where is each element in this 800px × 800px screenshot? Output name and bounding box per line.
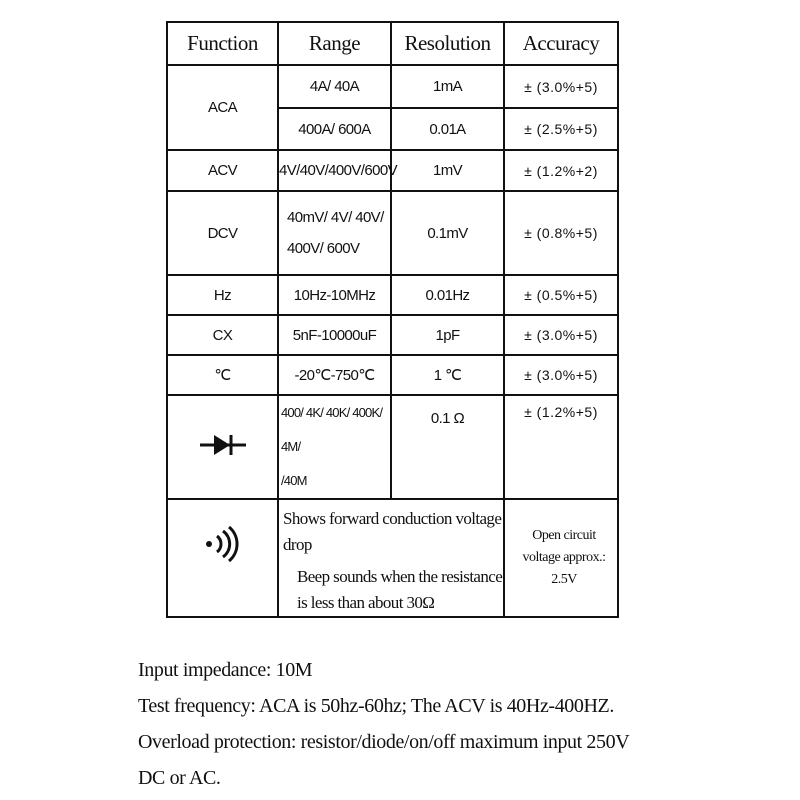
resolution-temp: 1 ℃ bbox=[391, 355, 504, 395]
header-row bbox=[167, 22, 618, 65]
continuity-line2: Beep sounds when the resistance bbox=[297, 567, 503, 586]
range-dcv bbox=[278, 191, 391, 275]
accuracy-dcv: ± (0.8%+5) bbox=[504, 191, 618, 275]
table-row bbox=[167, 191, 618, 275]
resolution-aca-2: 0.01A bbox=[391, 108, 504, 150]
function-cx: CX bbox=[167, 315, 278, 355]
continuity-line1: Shows forward conduction voltage drop bbox=[283, 509, 502, 554]
accuracy-resistance: ± (1.2%+5) bbox=[504, 395, 618, 499]
header-function: Function bbox=[167, 22, 278, 65]
range-temp: -20℃-750℃ bbox=[278, 355, 391, 395]
range-acv: 4V/40V/400V/600V bbox=[278, 150, 391, 191]
range-dcv-line1: 40mV/ 4V/ 40V/ bbox=[287, 209, 384, 226]
header-range: Range bbox=[278, 22, 391, 65]
spec-table bbox=[166, 21, 619, 618]
function-continuity bbox=[167, 499, 278, 617]
note-test-frequency: Test frequency: ACA is 50hz-60hz; The ACV is 40Hz-400HZ. bbox=[138, 695, 614, 717]
range-resistance-line1: 400/ 4K/ 40K/ 400K/ 4M/ bbox=[281, 405, 383, 454]
continuity-note bbox=[504, 499, 618, 617]
range-resistance bbox=[278, 395, 391, 499]
continuity-note-line2: voltage approx.: 2.5V bbox=[522, 550, 606, 587]
accuracy-aca-1: ± (3.0%+5) bbox=[504, 65, 618, 108]
table-row bbox=[167, 499, 618, 617]
note-overload-protection-cont: DC or AC. bbox=[138, 767, 221, 789]
resolution-aca-1: 1mA bbox=[391, 65, 504, 108]
accuracy-temp: ± (3.0%+5) bbox=[504, 355, 618, 395]
continuity-note-line1: Open circuit bbox=[532, 528, 596, 543]
table-row bbox=[167, 65, 618, 108]
function-resistance bbox=[167, 395, 278, 499]
function-aca: ACA bbox=[167, 65, 278, 150]
accuracy-acv: ± (1.2%+2) bbox=[504, 150, 618, 191]
diode-icon bbox=[198, 432, 248, 458]
function-hz: Hz bbox=[167, 275, 278, 315]
function-dcv: DCV bbox=[167, 191, 278, 275]
range-resistance-line2: /40M bbox=[281, 473, 307, 488]
range-aca-1: 4A/ 40A bbox=[278, 65, 391, 108]
resolution-resistance: 0.1 Ω bbox=[391, 395, 504, 499]
header-accuracy: Accuracy bbox=[504, 22, 618, 65]
table-row bbox=[167, 150, 618, 191]
accuracy-cx: ± (3.0%+5) bbox=[504, 315, 618, 355]
table-row bbox=[167, 275, 618, 315]
resolution-cx: 1pF bbox=[391, 315, 504, 355]
sound-waves-icon bbox=[203, 526, 243, 562]
function-acv: ACV bbox=[167, 150, 278, 191]
spec-notes bbox=[138, 652, 778, 796]
resolution-hz: 0.01Hz bbox=[391, 275, 504, 315]
table-row bbox=[167, 355, 618, 395]
header-resolution: Resolution bbox=[391, 22, 504, 65]
resolution-dcv: 0.1mV bbox=[391, 191, 504, 275]
range-hz: 10Hz-10MHz bbox=[278, 275, 391, 315]
note-overload-protection: Overload protection: resistor/diode/on/off maximum input 250V bbox=[138, 731, 630, 753]
table-row bbox=[167, 395, 618, 499]
continuity-description bbox=[278, 499, 504, 617]
range-aca-2: 400A/ 600A bbox=[278, 108, 391, 150]
range-dcv-line2: 400V/ 600V bbox=[287, 240, 360, 257]
function-temp: ℃ bbox=[167, 355, 278, 395]
range-cx: 5nF-10000uF bbox=[278, 315, 391, 355]
accuracy-hz: ± (0.5%+5) bbox=[504, 275, 618, 315]
note-input-impedance: Input impedance: 10M bbox=[138, 659, 313, 681]
table-row bbox=[167, 315, 618, 355]
accuracy-aca-2: ± (2.5%+5) bbox=[504, 108, 618, 150]
resolution-acv: 1mV bbox=[391, 150, 504, 191]
continuity-line3: is less than about 30Ω bbox=[297, 593, 435, 612]
